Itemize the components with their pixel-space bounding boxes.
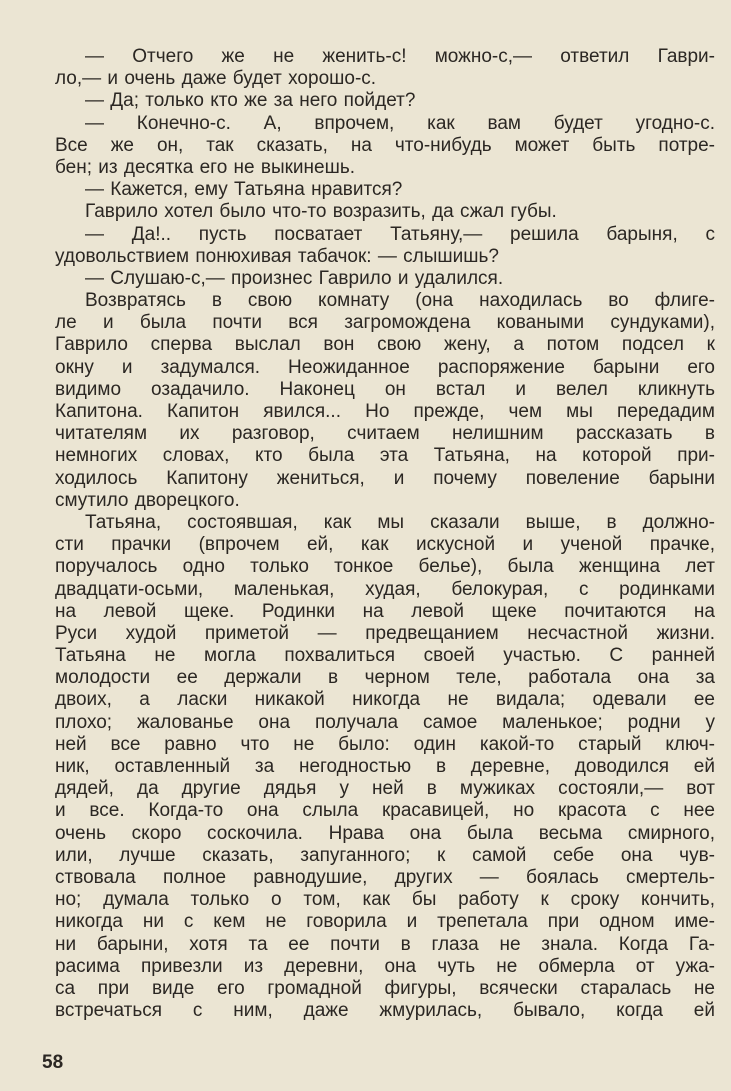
text-line: — Слушаю-с,— произнес Гаврило и удалился. — [85, 267, 504, 289]
text-line: — Конечно-с. А, впрочем, как вам будет угодно-с. — [85, 112, 715, 134]
paragraph — [55, 224, 715, 268]
text-line: смутило дворецкого. — [55, 489, 240, 511]
text-line: ней все равно что не было: один какой-то старый ключ- — [55, 733, 715, 755]
text-line: или, лучше сказать, запуганного; к самой себе она чув- — [55, 844, 715, 866]
text-line: ник, оставленный за негодностью в деревне, доводился ей — [55, 756, 715, 777]
paragraph — [55, 290, 715, 512]
paragraph — [55, 113, 715, 180]
text-line: расима привезли из деревни, она чуть не обмерла от ужа- — [55, 955, 715, 977]
text-line: Татьяна не могла похвалиться своей участью. С ранней — [55, 645, 715, 667]
paragraph — [55, 46, 715, 90]
text-line: ходилось Капитону жениться, и почему повеление барыни — [55, 467, 715, 489]
paragraph — [55, 201, 715, 223]
text-line: немногих словах, кто была эта Татьяна, на которой при- — [55, 445, 715, 467]
text-line: двадцати-осьми, маленькая, худая, белокурая, с родинками — [55, 578, 715, 600]
text-line: — Кажется, ему Татьяна нравится? — [85, 179, 403, 201]
text-line: окну и задумался. Неожиданное распоряжение барыни его — [55, 356, 715, 378]
text-line: читателям их разговор, считаем нелишним рассказать в — [55, 423, 715, 445]
text-line: Возвратясь в свою комнату (она находилась во флиге- — [85, 290, 715, 312]
text-line: очень скоро соскочила. Нрава она была весьма смирного, — [55, 822, 715, 844]
text-line: и все. Когда-то она слыла красавицей, но красота с нее — [55, 800, 715, 822]
text-line: Все же он, так сказать, на что-нибудь может быть потре- — [55, 134, 715, 156]
paragraph — [55, 90, 715, 112]
text-line: сти прачки (впрочем ей, как искусной и ученой прачке, — [55, 534, 715, 556]
paragraph — [55, 268, 715, 290]
paragraph — [55, 179, 715, 201]
text-line: Татьяна, состоявшая, как мы сказали выше, в должно- — [85, 511, 715, 533]
text-line: никогда ни с кем не говорила и трепетала при одном име- — [55, 911, 715, 933]
text-line: — Отчего же не женить-с! можно-с,— ответил Гаври- — [85, 46, 715, 67]
text-line: двоих, а ласки никакой никогда не видала; одевали ее — [55, 689, 715, 711]
text-line: видимо озадачило. Наконец он встал и велел кликнуть — [55, 378, 715, 400]
text-line: ле и была почти вся загромождена коваными сундуками), — [55, 312, 715, 334]
text-line: молодости ее держали в черном теле, работала она за — [55, 667, 715, 689]
text-line: встречаться с ним, даже жмурилась, бывало, когда ей — [55, 1000, 715, 1022]
text-line: ло,— и очень даже будет хорошо-с. — [55, 68, 377, 90]
text-line: — Да!.. пусть посватает Татьяну,— решила барыня, с — [85, 223, 715, 245]
text-line: Гаврило хотел было что-то возразить, да сжал губы. — [85, 201, 557, 223]
page-number: 58 — [42, 1052, 64, 1073]
text-line: на левой щеке. Родинки на левой щеке почитаются на — [55, 600, 715, 622]
text-line: удовольствием понюхивая табачок: — слышишь? — [55, 245, 499, 267]
text-line: са при виде его громадной фигуры, всячески старалась не — [55, 977, 715, 999]
text-line: ствовала полное равнодушие, других — боялась смертель- — [55, 866, 715, 888]
text-line: Гаврило сперва выслал вон свою жену, а потом подсел к — [55, 334, 715, 356]
page-body-text — [55, 46, 715, 1022]
text-line: бен; из десятка его не выкинешь. — [55, 156, 356, 178]
text-line: плохо; жалованье она получала самое маленькое; родни у — [55, 711, 715, 733]
text-line: Капитона. Капитон явился... Но прежде, чем мы передадим — [55, 401, 715, 422]
text-line: — Да; только кто же за него пойдет? — [85, 90, 416, 112]
text-line: ни барыни, хотя та ее почти в глаза не знала. Когда Га- — [55, 933, 715, 955]
text-line: поручалось одно только тонкое белье), была женщина лет — [55, 556, 715, 578]
paragraph — [55, 512, 715, 1022]
text-line: дядей, да другие дядья у ней в мужиках состояли,— вот — [55, 778, 715, 800]
text-line: Руси худой приметой — предвещанием несчастной жизни. — [55, 622, 715, 644]
text-line: но; думала только о том, как бы работу к сроку кончить, — [55, 889, 715, 911]
